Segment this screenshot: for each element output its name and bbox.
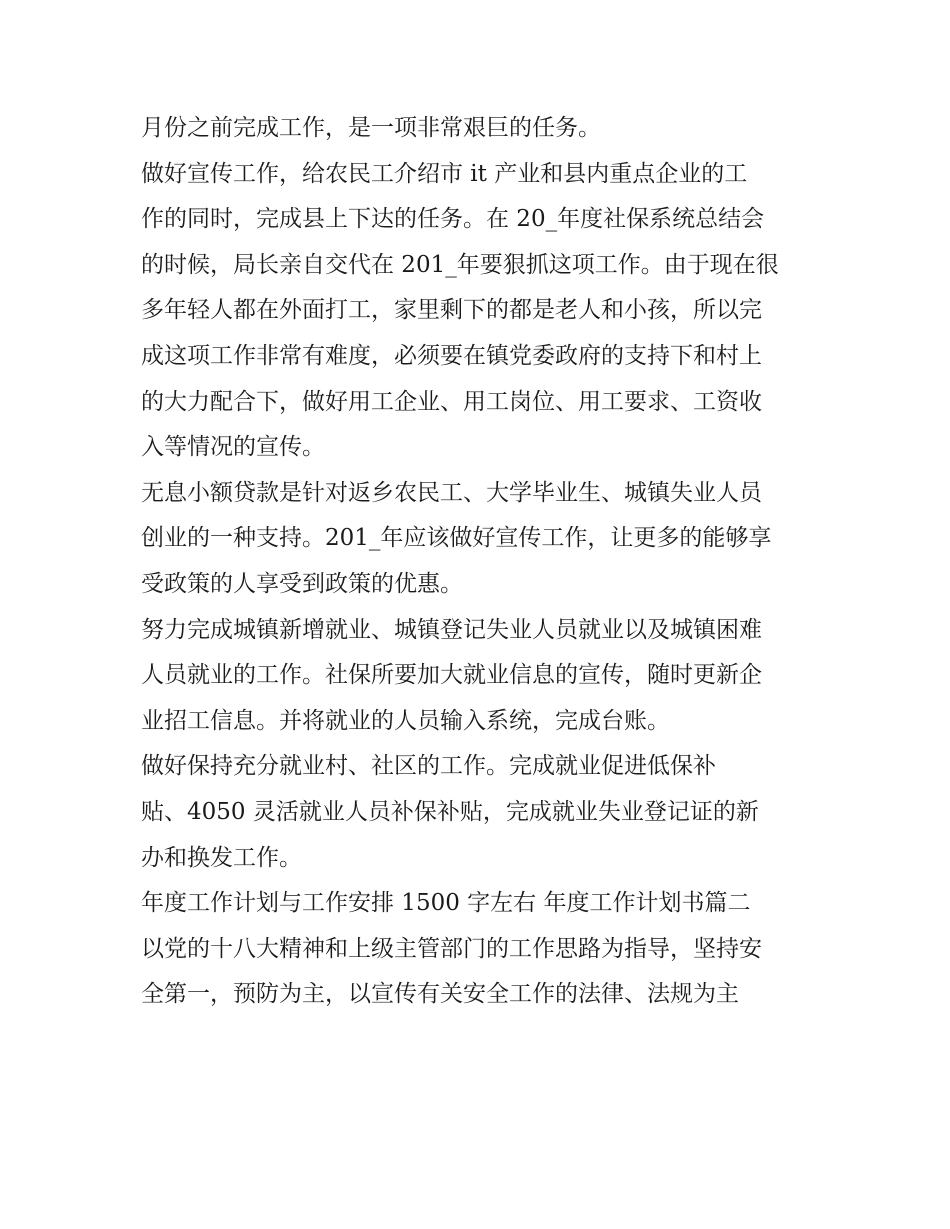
text-line: 办和换发工作。	[141, 844, 302, 871]
text-line: 以党的十八大精神和上级主管部门的工作思路为指导，坚持安	[141, 935, 762, 962]
text-line: 做好宣传工作，给农民工介绍市 it 产业和县内重点企业的工	[141, 160, 748, 187]
text-line: 贴、4050 灵活就业人员补保补贴，完成就业失业登记证的新	[141, 798, 759, 825]
text-line: 无息小额贷款是针对返乡农民工、大学毕业生、城镇失业人员	[141, 479, 762, 506]
text-line: 全第一，预防为主，以宣传有关安全工作的法律、法规为主	[141, 981, 739, 1008]
text-line: 的时候，局长亲自交代在 201_年要狠抓这项工作。由于现在很	[141, 251, 779, 278]
text-line: 的大力配合下，做好用工企业、用工岗位、用工要求、工资收	[141, 388, 762, 415]
text-line: 月份之前完成工作，是一项非常艰巨的任务。	[141, 115, 601, 141]
text-line: 成这项工作非常有难度，必须要在镇党委政府的支持下和村上	[141, 342, 762, 369]
text-line: 努力完成城镇新增就业、城镇登记失业人员就业以及城镇困难	[141, 616, 762, 643]
text-line: 受政策的人享受到政策的优惠。	[141, 570, 463, 597]
document-body	[141, 106, 821, 1018]
text-line: 作的同时，完成县上下达的任务。在 20_年度社保系统总结会	[141, 206, 765, 233]
text-line: 多年轻人都在外面打工，家里剩下的都是老人和小孩，所以完	[141, 297, 762, 324]
text-line: 做好保持充分就业村、社区的工作。完成就业促进低保补	[141, 753, 716, 780]
text-line: 人员就业的工作。社保所要加大就业信息的宣传，随时更新企	[141, 662, 762, 689]
text-line: 创业的一种支持。201_年应该做好宣传工作，让更多的能够享	[141, 525, 772, 552]
text-line: 入等情况的宣传。	[141, 434, 325, 461]
text-line: 年度工作计划与工作安排 1500 字左右 年度工作计划书篇二	[141, 890, 751, 917]
text-line: 业招工信息。并将就业的人员输入系统，完成台账。	[141, 707, 670, 734]
